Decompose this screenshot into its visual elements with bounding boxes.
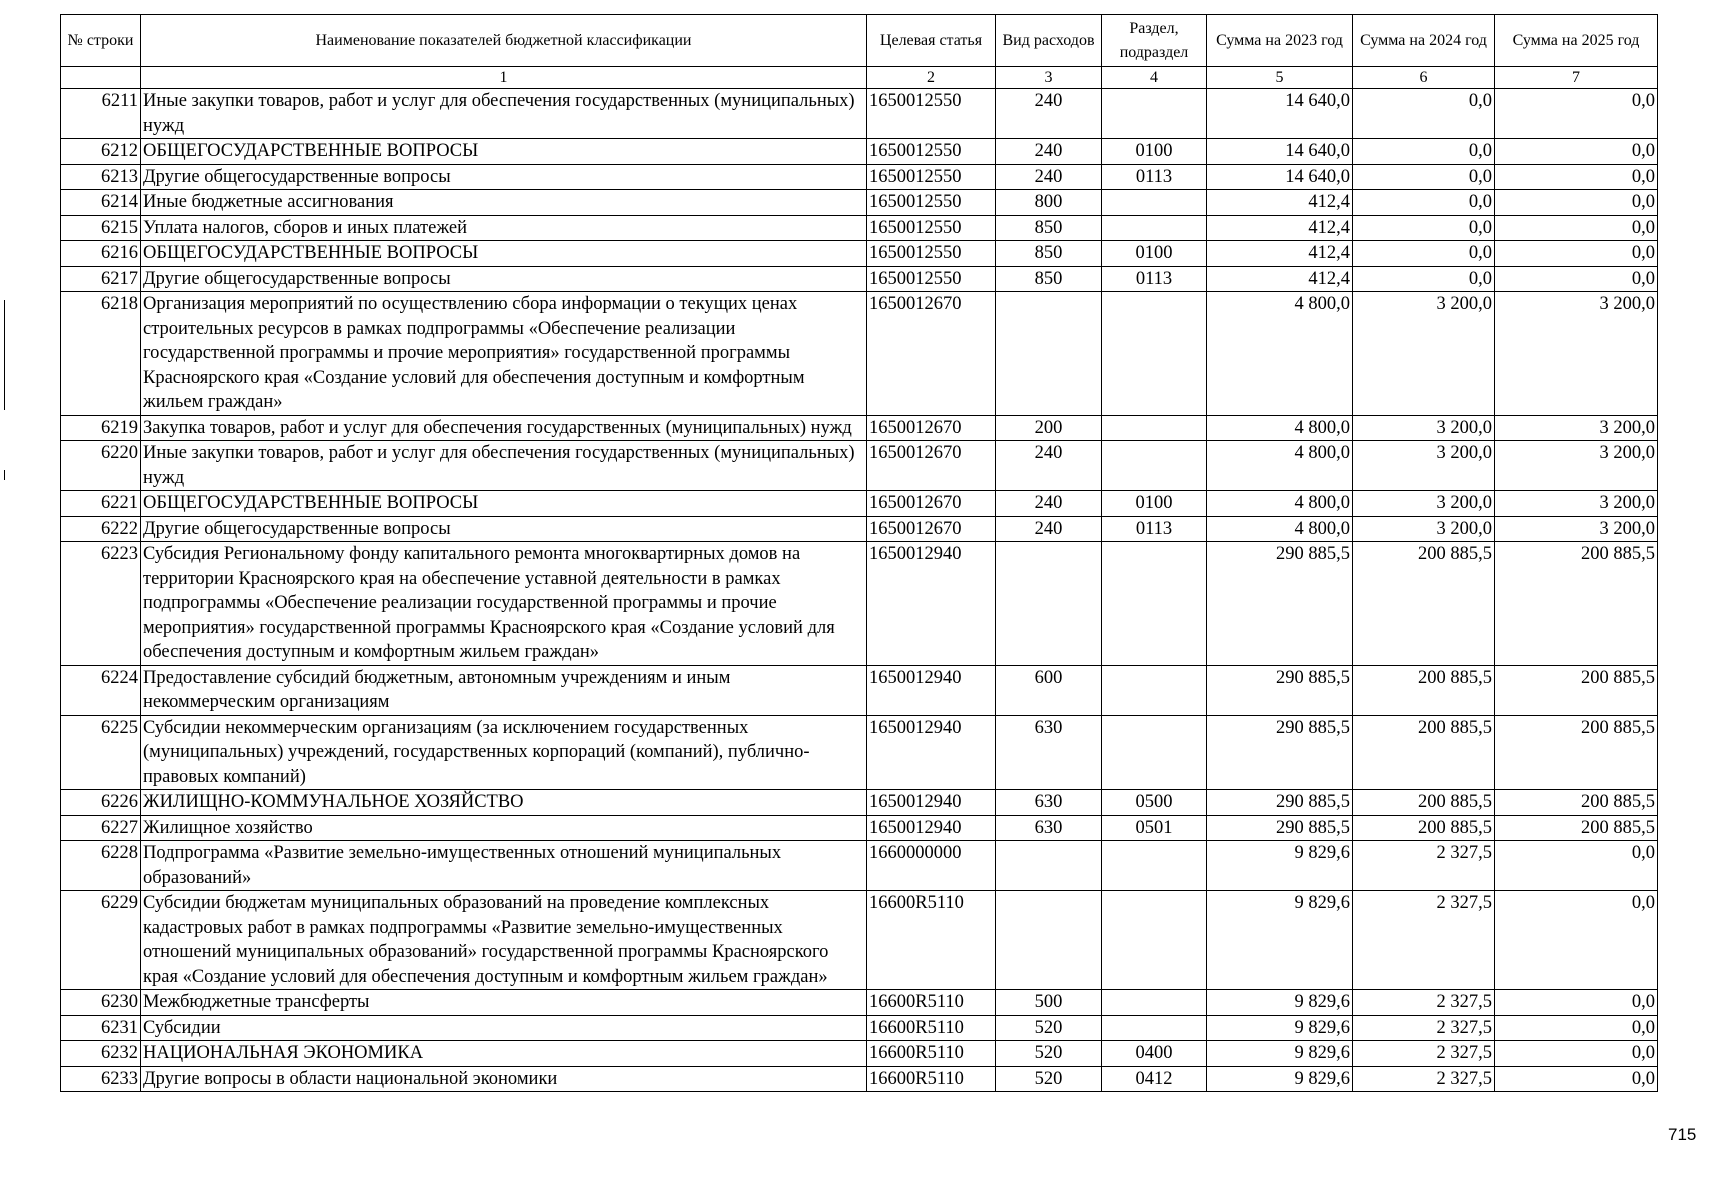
table-row — [61, 715, 1658, 790]
indicator-name: Межбюджетные трансферты — [141, 990, 867, 1016]
target-article: 16600R5110 — [867, 1041, 996, 1067]
header-sum-2023: Сумма на 2023 год — [1207, 15, 1353, 67]
expense-type — [996, 292, 1102, 416]
expense-type: 850 — [996, 266, 1102, 292]
target-article: 1650012940 — [867, 665, 996, 715]
sum-2024: 200 885,5 — [1353, 715, 1495, 790]
target-article: 16600R5110 — [867, 1066, 996, 1092]
indicator-name: НАЦИОНАЛЬНАЯ ЭКОНОМИКА — [141, 1041, 867, 1067]
sum-2023: 14 640,0 — [1207, 164, 1353, 190]
section-code — [1102, 715, 1207, 790]
expense-type: 630 — [996, 715, 1102, 790]
section-code — [1102, 1015, 1207, 1041]
sum-2023: 14 640,0 — [1207, 139, 1353, 165]
header-target-article: Целевая статья — [867, 15, 996, 67]
expense-type: 240 — [996, 139, 1102, 165]
table-row — [61, 516, 1658, 542]
table-header-row — [61, 15, 1658, 67]
header-name: Наименование показателей бюджетной классификации — [141, 15, 867, 67]
target-article: 1650012550 — [867, 164, 996, 190]
table-row — [61, 164, 1658, 190]
column-number — [61, 67, 141, 89]
sum-2025: 3 200,0 — [1495, 491, 1658, 517]
sum-2024: 0,0 — [1353, 190, 1495, 216]
sum-2025: 200 885,5 — [1495, 715, 1658, 790]
sum-2025: 0,0 — [1495, 241, 1658, 267]
indicator-name: Уплата налогов, сборов и иных платежей — [141, 215, 867, 241]
section-code: 0113 — [1102, 164, 1207, 190]
indicator-name: Другие общегосударственные вопросы — [141, 516, 867, 542]
target-article: 1650012670 — [867, 491, 996, 517]
sum-2025: 200 885,5 — [1495, 815, 1658, 841]
target-article: 1650012670 — [867, 415, 996, 441]
column-number-row — [61, 67, 1658, 89]
table-row — [61, 89, 1658, 139]
section-code — [1102, 841, 1207, 891]
table-row — [61, 139, 1658, 165]
expense-type: 200 — [996, 415, 1102, 441]
column-number: 7 — [1495, 67, 1658, 89]
target-article: 1650012550 — [867, 139, 996, 165]
indicator-name: Подпрограмма «Развитие земельно-имущественных отношений муниципальных образований» — [141, 841, 867, 891]
row-number: 6214 — [61, 190, 141, 216]
indicator-name: ОБЩЕГОСУДАРСТВЕННЫЕ ВОПРОСЫ — [141, 241, 867, 267]
sum-2024: 2 327,5 — [1353, 990, 1495, 1016]
target-article: 1650012550 — [867, 241, 996, 267]
sum-2025: 0,0 — [1495, 215, 1658, 241]
table-row — [61, 815, 1658, 841]
indicator-name: Организация мероприятий по осуществлению сбора информации о текущих ценах строительных ресурсов в рамках подпрограммы «Обеспечение реализации государственной программы и прочие мероприятия» государственной программы Красноярского края «Создание условий для обеспечения доступным и комфортным жильем граждан» — [141, 292, 867, 416]
column-number: 2 — [867, 67, 996, 89]
target-article: 1650012670 — [867, 516, 996, 542]
sum-2023: 290 885,5 — [1207, 715, 1353, 790]
sum-2025: 200 885,5 — [1495, 790, 1658, 816]
sum-2025: 0,0 — [1495, 190, 1658, 216]
target-article: 1650012550 — [867, 266, 996, 292]
header-row-number: № строки — [61, 15, 141, 67]
expense-type: 800 — [996, 190, 1102, 216]
section-code — [1102, 89, 1207, 139]
target-article: 1660000000 — [867, 841, 996, 891]
sum-2024: 200 885,5 — [1353, 790, 1495, 816]
indicator-name: ЖИЛИЩНО-КОММУНАЛЬНОЕ ХОЗЯЙСТВО — [141, 790, 867, 816]
row-number: 6221 — [61, 491, 141, 517]
sum-2025: 3 200,0 — [1495, 516, 1658, 542]
expense-type: 600 — [996, 665, 1102, 715]
target-article: 1650012550 — [867, 89, 996, 139]
sum-2024: 2 327,5 — [1353, 1066, 1495, 1092]
header-expense-type: Вид расходов — [996, 15, 1102, 67]
indicator-name: Субсидии — [141, 1015, 867, 1041]
table-row — [61, 1015, 1658, 1041]
column-number: 6 — [1353, 67, 1495, 89]
table-row — [61, 190, 1658, 216]
expense-type — [996, 841, 1102, 891]
row-number: 6231 — [61, 1015, 141, 1041]
sum-2025: 0,0 — [1495, 891, 1658, 990]
sum-2024: 200 885,5 — [1353, 665, 1495, 715]
table-row — [61, 1066, 1658, 1092]
column-number: 1 — [141, 67, 867, 89]
row-number: 6225 — [61, 715, 141, 790]
section-code — [1102, 215, 1207, 241]
row-number: 6212 — [61, 139, 141, 165]
expense-type: 240 — [996, 491, 1102, 517]
sum-2023: 412,4 — [1207, 241, 1353, 267]
row-number: 6233 — [61, 1066, 141, 1092]
sum-2025: 3 200,0 — [1495, 441, 1658, 491]
indicator-name: Другие общегосударственные вопросы — [141, 266, 867, 292]
budget-table — [60, 14, 1658, 1092]
expense-type — [996, 891, 1102, 990]
sum-2024: 200 885,5 — [1353, 815, 1495, 841]
sum-2024: 0,0 — [1353, 89, 1495, 139]
section-code — [1102, 415, 1207, 441]
header-sum-2025: Сумма на 2025 год — [1495, 15, 1658, 67]
sum-2025: 0,0 — [1495, 89, 1658, 139]
sum-2025: 200 885,5 — [1495, 665, 1658, 715]
sum-2025: 0,0 — [1495, 1066, 1658, 1092]
sum-2025: 0,0 — [1495, 990, 1658, 1016]
header-section: Раздел, подраздел — [1102, 15, 1207, 67]
sum-2024: 3 200,0 — [1353, 415, 1495, 441]
target-article: 16600R5110 — [867, 891, 996, 990]
expense-type: 240 — [996, 516, 1102, 542]
column-number: 3 — [996, 67, 1102, 89]
row-number: 6229 — [61, 891, 141, 990]
sum-2023: 9 829,6 — [1207, 1066, 1353, 1092]
table-row — [61, 266, 1658, 292]
row-number: 6215 — [61, 215, 141, 241]
section-code — [1102, 990, 1207, 1016]
target-article: 1650012940 — [867, 542, 996, 666]
sum-2023: 9 829,6 — [1207, 1041, 1353, 1067]
page-number: 715 — [1668, 1125, 1697, 1144]
sum-2024: 3 200,0 — [1353, 491, 1495, 517]
table-body — [61, 89, 1658, 1092]
expense-type: 850 — [996, 215, 1102, 241]
indicator-name: Субсидии бюджетам муниципальных образований на проведение комплексных кадастровых работ в рамках подпрограммы «Развитие земельно-имущественных отношений муниципальных образований» государственной программы Красноярского края «Создание условий для обеспечения доступным и комфортным жильем граждан» — [141, 891, 867, 990]
sum-2024: 0,0 — [1353, 241, 1495, 267]
sum-2025: 0,0 — [1495, 1041, 1658, 1067]
section-code — [1102, 891, 1207, 990]
table-row — [61, 415, 1658, 441]
sum-2023: 290 885,5 — [1207, 790, 1353, 816]
expense-type: 630 — [996, 815, 1102, 841]
sum-2025: 0,0 — [1495, 139, 1658, 165]
expense-type: 850 — [996, 241, 1102, 267]
row-number: 6226 — [61, 790, 141, 816]
column-number: 4 — [1102, 67, 1207, 89]
indicator-name: Жилищное хозяйство — [141, 815, 867, 841]
indicator-name: Иные бюджетные ассигнования — [141, 190, 867, 216]
table-row — [61, 542, 1658, 666]
sum-2025: 0,0 — [1495, 164, 1658, 190]
section-code: 0400 — [1102, 1041, 1207, 1067]
row-number: 6213 — [61, 164, 141, 190]
row-number: 6224 — [61, 665, 141, 715]
section-code — [1102, 190, 1207, 216]
target-article: 1650012670 — [867, 441, 996, 491]
scan-edge-mark — [4, 470, 5, 480]
expense-type: 240 — [996, 441, 1102, 491]
row-number: 6227 — [61, 815, 141, 841]
expense-type: 520 — [996, 1015, 1102, 1041]
table-row — [61, 790, 1658, 816]
target-article: 16600R5110 — [867, 990, 996, 1016]
indicator-name: ОБЩЕГОСУДАРСТВЕННЫЕ ВОПРОСЫ — [141, 491, 867, 517]
expense-type: 240 — [996, 164, 1102, 190]
row-number: 6230 — [61, 990, 141, 1016]
section-code — [1102, 292, 1207, 416]
table-row — [61, 841, 1658, 891]
sum-2024: 0,0 — [1353, 215, 1495, 241]
section-code — [1102, 441, 1207, 491]
section-code — [1102, 665, 1207, 715]
sum-2023: 412,4 — [1207, 215, 1353, 241]
expense-type: 630 — [996, 790, 1102, 816]
target-article: 1650012940 — [867, 815, 996, 841]
section-code: 0100 — [1102, 139, 1207, 165]
sum-2025: 3 200,0 — [1495, 292, 1658, 416]
sum-2025: 0,0 — [1495, 1015, 1658, 1041]
sum-2023: 412,4 — [1207, 190, 1353, 216]
row-number: 6219 — [61, 415, 141, 441]
expense-type — [996, 542, 1102, 666]
section-code: 0501 — [1102, 815, 1207, 841]
sum-2025: 200 885,5 — [1495, 542, 1658, 666]
table-row — [61, 990, 1658, 1016]
sum-2023: 9 829,6 — [1207, 841, 1353, 891]
sum-2023: 4 800,0 — [1207, 415, 1353, 441]
row-number: 6223 — [61, 542, 141, 666]
section-code: 0100 — [1102, 241, 1207, 267]
column-number: 5 — [1207, 67, 1353, 89]
sum-2023: 14 640,0 — [1207, 89, 1353, 139]
table-row — [61, 891, 1658, 990]
sum-2023: 9 829,6 — [1207, 990, 1353, 1016]
sum-2023: 9 829,6 — [1207, 1015, 1353, 1041]
sum-2023: 4 800,0 — [1207, 441, 1353, 491]
expense-type: 240 — [996, 89, 1102, 139]
table-row — [61, 1041, 1658, 1067]
section-code — [1102, 542, 1207, 666]
target-article: 1650012550 — [867, 215, 996, 241]
indicator-name: Субсидии некоммерческим организациям (за исключением государственных (муниципальных) учреждений, государственных корпораций (компаний), публично-правовых компаний) — [141, 715, 867, 790]
sum-2023: 4 800,0 — [1207, 292, 1353, 416]
table-row — [61, 215, 1658, 241]
expense-type: 520 — [996, 1041, 1102, 1067]
section-code: 0500 — [1102, 790, 1207, 816]
section-code: 0113 — [1102, 266, 1207, 292]
indicator-name: Закупка товаров, работ и услуг для обеспечения государственных (муниципальных) нужд — [141, 415, 867, 441]
row-number: 6228 — [61, 841, 141, 891]
row-number: 6217 — [61, 266, 141, 292]
sum-2023: 290 885,5 — [1207, 542, 1353, 666]
sum-2023: 9 829,6 — [1207, 891, 1353, 990]
expense-type: 520 — [996, 1066, 1102, 1092]
sum-2023: 4 800,0 — [1207, 491, 1353, 517]
sum-2023: 412,4 — [1207, 266, 1353, 292]
sum-2023: 290 885,5 — [1207, 665, 1353, 715]
indicator-name: Иные закупки товаров, работ и услуг для обеспечения государственных (муниципальных) нужд — [141, 89, 867, 139]
section-code: 0100 — [1102, 491, 1207, 517]
indicator-name: Предоставление субсидий бюджетным, автономным учреждениям и иным некоммерческим организациям — [141, 665, 867, 715]
indicator-name: Другие вопросы в области национальной экономики — [141, 1066, 867, 1092]
sum-2024: 2 327,5 — [1353, 891, 1495, 990]
row-number: 6232 — [61, 1041, 141, 1067]
section-code: 0412 — [1102, 1066, 1207, 1092]
table-row — [61, 292, 1658, 416]
indicator-name: ОБЩЕГОСУДАРСТВЕННЫЕ ВОПРОСЫ — [141, 139, 867, 165]
target-article: 1650012670 — [867, 292, 996, 416]
sum-2024: 0,0 — [1353, 164, 1495, 190]
sum-2024: 200 885,5 — [1353, 542, 1495, 666]
sum-2024: 2 327,5 — [1353, 1015, 1495, 1041]
sum-2025: 0,0 — [1495, 841, 1658, 891]
sum-2024: 0,0 — [1353, 266, 1495, 292]
sum-2023: 290 885,5 — [1207, 815, 1353, 841]
indicator-name: Иные закупки товаров, работ и услуг для обеспечения государственных (муниципальных) нужд — [141, 441, 867, 491]
sum-2025: 0,0 — [1495, 266, 1658, 292]
row-number: 6218 — [61, 292, 141, 416]
indicator-name: Субсидия Региональному фонду капитального ремонта многоквартирных домов на территории Красноярского края на обеспечение уставной деятельности в рамках подпрограммы «Обеспечение реализации государственной программы и прочие мероприятия» государственной программы Красноярского края «Создание условий для обеспечения доступным и комфортным жильем граждан» — [141, 542, 867, 666]
row-number: 6216 — [61, 241, 141, 267]
row-number: 6220 — [61, 441, 141, 491]
row-number: 6211 — [61, 89, 141, 139]
target-article: 1650012940 — [867, 790, 996, 816]
table-row — [61, 441, 1658, 491]
sum-2024: 2 327,5 — [1353, 1041, 1495, 1067]
sum-2024: 3 200,0 — [1353, 292, 1495, 416]
scan-edge-mark — [4, 300, 5, 410]
table-row — [61, 241, 1658, 267]
sum-2024: 3 200,0 — [1353, 441, 1495, 491]
sum-2024: 0,0 — [1353, 139, 1495, 165]
indicator-name: Другие общегосударственные вопросы — [141, 164, 867, 190]
expense-type: 500 — [996, 990, 1102, 1016]
table-row — [61, 491, 1658, 517]
section-code: 0113 — [1102, 516, 1207, 542]
target-article: 1650012940 — [867, 715, 996, 790]
target-article: 16600R5110 — [867, 1015, 996, 1041]
sum-2024: 2 327,5 — [1353, 841, 1495, 891]
sum-2025: 3 200,0 — [1495, 415, 1658, 441]
target-article: 1650012550 — [867, 190, 996, 216]
table-row — [61, 665, 1658, 715]
sum-2024: 3 200,0 — [1353, 516, 1495, 542]
header-sum-2024: Сумма на 2024 год — [1353, 15, 1495, 67]
sum-2023: 4 800,0 — [1207, 516, 1353, 542]
row-number: 6222 — [61, 516, 141, 542]
